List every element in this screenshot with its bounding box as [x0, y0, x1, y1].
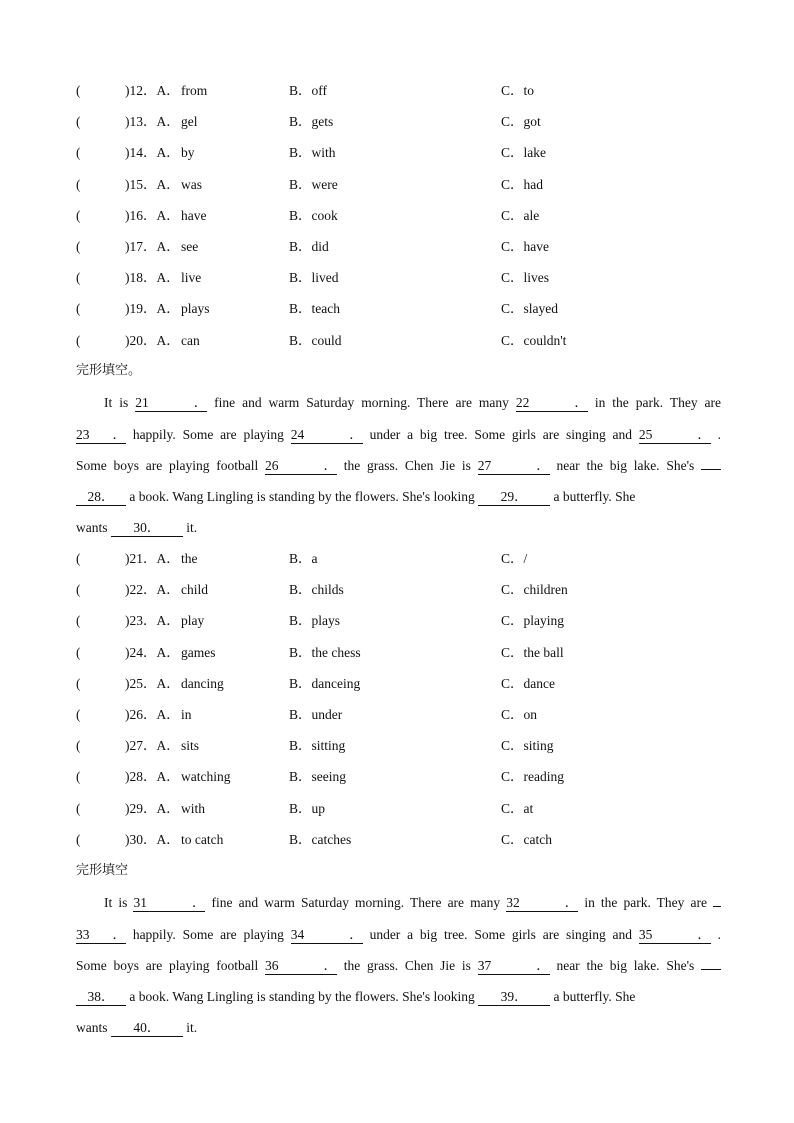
passage-text: near the big lake. She's — [556, 458, 695, 473]
passage-text: in the park. They are — [594, 395, 722, 410]
answer-blank[interactable]: 38． — [76, 989, 126, 1006]
passage-text: wants — [76, 520, 108, 535]
option-a: child — [181, 582, 208, 598]
passage-text: a butterfly. She — [553, 989, 636, 1004]
option-a: watching — [181, 769, 231, 785]
option-c: C．slayed — [501, 301, 558, 317]
question-number: )22．A． — [125, 582, 180, 598]
option-b: B．were — [289, 176, 338, 192]
answer-blank[interactable]: 25． — [638, 427, 711, 442]
passage-text: a book. Wang Lingling is standing by the flowers. She's looking — [129, 989, 475, 1004]
option-c: C．dance — [501, 675, 555, 691]
option-b: B．seeing — [289, 769, 346, 785]
passage-line — [76, 487, 721, 507]
section-heading-cloze-1: 完形填空。 — [76, 363, 142, 378]
passage-text: the grass. Chen Jie is — [343, 958, 471, 973]
question-row — [76, 331, 726, 351]
passage-text: it. — [186, 520, 198, 535]
option-c: C．playing — [501, 613, 564, 629]
option-b: B．cook — [289, 207, 338, 223]
option-a: with — [181, 800, 206, 816]
answer-blank[interactable]: 21． — [135, 395, 208, 410]
passage-line — [76, 925, 721, 945]
option-c: C．reading — [501, 769, 564, 785]
answer-paren[interactable]: ( — [76, 644, 81, 660]
option-a: live — [181, 270, 202, 286]
answer-paren[interactable]: ( — [76, 270, 81, 286]
question-number: )20．A． — [125, 332, 180, 348]
option-b: B．lived — [289, 270, 339, 286]
answer-blank[interactable]: 32． — [506, 895, 579, 910]
option-b: B．teach — [289, 301, 340, 317]
question-number: )21．A． — [125, 551, 180, 566]
answer-paren[interactable]: ( — [76, 582, 81, 598]
option-b: B．catches — [289, 831, 352, 847]
answer-blank-continued — [713, 906, 721, 907]
question-row — [76, 206, 726, 226]
passage-text: it. — [186, 1020, 198, 1035]
question-row — [76, 643, 726, 663]
passage-text: fine and warm Saturday morning. There are many — [211, 895, 501, 910]
answer-paren[interactable]: ( — [76, 332, 81, 348]
passage-text: in the park. They are — [584, 895, 707, 910]
option-b: B．gets — [289, 114, 334, 130]
question-row — [76, 580, 726, 600]
question-row — [76, 143, 726, 163]
question-row — [76, 611, 726, 631]
answer-blank[interactable]: 22． — [515, 395, 588, 410]
passage-text: wants — [76, 1020, 108, 1035]
answer-paren[interactable]: ( — [76, 800, 81, 816]
question-number: )30．A． — [125, 831, 180, 847]
passage-text: Some boys are playing football — [76, 958, 259, 973]
answer-blank[interactable]: 39． — [478, 989, 550, 1006]
option-b: B．up — [289, 800, 326, 816]
answer-paren[interactable]: ( — [76, 707, 81, 722]
option-b: B．the chess — [289, 644, 361, 660]
option-a: to catch — [181, 831, 224, 847]
answer-blank[interactable]: 40． — [111, 1020, 183, 1037]
question-number: )15．A． — [125, 176, 180, 192]
answer-blank[interactable]: 37． — [477, 958, 550, 973]
answer-paren[interactable]: ( — [76, 145, 81, 161]
section-heading-cloze-2: 完形填空 — [76, 863, 129, 878]
option-c: C．at — [501, 800, 534, 816]
option-b: B．plays — [289, 613, 341, 629]
option-a: was — [181, 176, 202, 192]
passage-line — [76, 956, 721, 976]
question-number: )23．A． — [125, 613, 180, 629]
question-row — [76, 81, 726, 101]
question-row — [76, 299, 726, 319]
passage-text: Some boys are playing football — [76, 458, 259, 473]
answer-blank[interactable]: 33． — [76, 927, 126, 942]
option-a: by — [181, 145, 195, 161]
option-a: dancing — [181, 675, 224, 691]
question-number: )13．A． — [125, 114, 180, 130]
answer-paren[interactable]: ( — [76, 83, 81, 98]
answer-blank[interactable]: 31． — [133, 895, 206, 910]
passage-text: near the big lake. She's — [556, 958, 695, 973]
option-c: C．have — [501, 239, 549, 254]
question-row — [76, 175, 726, 195]
answer-blank[interactable]: 29． — [478, 489, 550, 506]
question-number: )26．A． — [125, 707, 180, 722]
passage-text: the grass. Chen Jie is — [343, 458, 471, 473]
answer-blank[interactable]: 36． — [265, 958, 338, 973]
answer-paren[interactable]: ( — [76, 114, 81, 130]
question-number: )28．A． — [125, 769, 180, 785]
option-a: in — [181, 707, 192, 722]
answer-paren[interactable]: ( — [76, 613, 81, 629]
option-c: C．on — [501, 707, 538, 722]
answer-blank[interactable]: 24． — [290, 427, 363, 442]
option-c: C．lives — [501, 270, 550, 286]
question-number: )12．A． — [125, 83, 180, 98]
answer-paren[interactable]: ( — [76, 207, 81, 223]
answer-paren[interactable]: ( — [76, 176, 81, 192]
option-a: play — [181, 613, 205, 629]
answer-paren[interactable]: ( — [76, 769, 81, 785]
option-b: B．with — [289, 145, 336, 161]
option-a: gel — [181, 114, 198, 130]
option-a: have — [181, 207, 207, 223]
passage-text: under a big tree. Some girls are singing and — [369, 927, 633, 942]
option-c: C．couldn't — [501, 332, 567, 348]
passage-line — [76, 518, 721, 538]
passage-line — [76, 425, 721, 445]
answer-blank[interactable]: 30． — [111, 520, 183, 537]
option-b: B．could — [289, 332, 342, 348]
option-b: B．childs — [289, 582, 344, 598]
question-row — [76, 736, 726, 756]
answer-blank[interactable]: 28． — [76, 489, 126, 506]
passage-line — [104, 893, 721, 913]
option-c: C．ale — [501, 207, 540, 223]
question-number: )18．A． — [125, 270, 180, 286]
question-number: )27．A． — [125, 738, 180, 754]
question-row — [76, 112, 726, 132]
answer-paren[interactable]: ( — [76, 239, 81, 254]
passage-text: . — [717, 427, 722, 442]
answer-blank-continued — [701, 969, 721, 970]
passage-text: fine and warm Saturday morning. There are many — [214, 395, 509, 410]
passage-text: a butterfly. She — [553, 489, 636, 504]
question-row — [76, 767, 726, 787]
option-c: C．got — [501, 114, 541, 130]
option-b: B．sitting — [289, 738, 346, 754]
question-number: )25．A． — [125, 675, 180, 691]
option-c: C．had — [501, 176, 543, 192]
answer-blank[interactable]: 35． — [638, 927, 711, 942]
answer-blank[interactable]: 23． — [76, 427, 126, 442]
option-c: C．/ — [501, 551, 528, 566]
option-a: plays — [181, 301, 210, 317]
passage-text: happily. Some are playing — [132, 927, 284, 942]
question-number: )14．A． — [125, 145, 180, 161]
option-c: C．siting — [501, 738, 554, 754]
answer-blank[interactable]: 27． — [477, 458, 550, 473]
option-c: C．children — [501, 582, 568, 598]
question-row — [76, 268, 726, 288]
passage-line — [76, 1018, 721, 1038]
answer-paren[interactable]: ( — [76, 831, 81, 847]
answer-blank[interactable]: 34． — [290, 927, 363, 942]
passage-text: under a big tree. Some girls are singing and — [369, 427, 633, 442]
passage-line — [104, 393, 721, 413]
option-a: the — [181, 551, 198, 566]
passage-text: a book. Wang Lingling is standing by the flowers. She's looking — [129, 489, 475, 504]
option-b: B．did — [289, 239, 329, 254]
option-c: C．to — [501, 83, 535, 98]
question-row — [76, 674, 726, 694]
answer-blank[interactable]: 26． — [265, 458, 338, 473]
option-c: C．the ball — [501, 644, 564, 660]
option-a: can — [181, 332, 200, 348]
passage-text: happily. Some are playing — [132, 427, 284, 442]
option-b: B．off — [289, 83, 328, 98]
option-c: C．lake — [501, 145, 546, 161]
option-a: see — [181, 239, 199, 254]
question-number: )17．A． — [125, 239, 180, 254]
passage-line — [76, 456, 721, 476]
question-number: )19．A． — [125, 301, 180, 317]
passage-text: . — [717, 927, 722, 942]
answer-paren[interactable]: ( — [76, 738, 81, 754]
passage-line — [76, 987, 721, 1007]
option-b: B．danceing — [289, 675, 361, 691]
answer-paren[interactable]: ( — [76, 675, 81, 691]
answer-paren[interactable]: ( — [76, 301, 81, 317]
question-number: )24．A． — [125, 644, 180, 660]
option-a: from — [181, 83, 208, 98]
option-c: C．catch — [501, 831, 552, 847]
answer-blank-continued — [701, 469, 721, 470]
option-a: games — [181, 644, 216, 660]
question-row — [76, 549, 726, 569]
option-b: B．a — [289, 551, 318, 566]
option-a: sits — [181, 738, 200, 754]
option-b: B．under — [289, 707, 343, 722]
question-row — [76, 799, 726, 819]
question-number: )29．A． — [125, 800, 180, 816]
passage-text: It is — [104, 395, 129, 410]
question-row — [76, 237, 726, 257]
question-row — [76, 705, 726, 725]
question-number: )16．A． — [125, 207, 180, 223]
passage-text: It is — [104, 895, 128, 910]
answer-paren[interactable]: ( — [76, 551, 81, 566]
question-row — [76, 830, 726, 850]
